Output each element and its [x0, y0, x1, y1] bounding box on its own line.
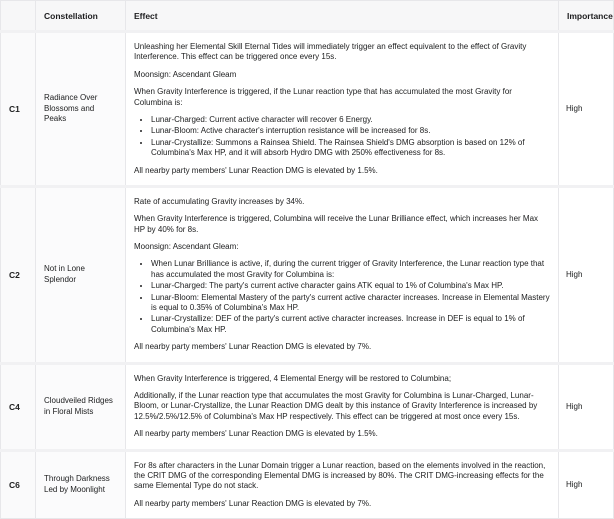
column-header-constellation: Constellation [36, 1, 126, 32]
constellation-name: Radiance Over Blossoms and Peaks [36, 32, 126, 187]
column-header-effect: Effect [126, 1, 559, 32]
effect-list-item: • Lunar-Bloom: Elemental Mastery of the party's current active character increases. Increase in Elemental Mastery is equal to 0.35% of Columbina's Max HP. [151, 293, 550, 314]
effect-paragraph: When Gravity Interference is triggered, if the Lunar reaction type that has accumulated the most Gravity for Columbina is: [134, 87, 512, 107]
effect-paragraph: All nearby party members' Lunar Reaction DMG is elevated by 7%. [134, 342, 372, 352]
constellation-effect [126, 186, 559, 363]
effect-list-item: • Lunar-Charged: The party's current active character gains ATK equal to 1% of Columbina's Max HP. [151, 281, 550, 291]
constellation-effect [126, 363, 559, 450]
importance-value: High [559, 450, 614, 519]
constellation-effect [126, 450, 559, 519]
constellation-name: Through Darkness Led by Moonlight [36, 450, 126, 519]
importance-value: High [559, 363, 614, 450]
effect-paragraph: When Gravity Interference is triggered, 4 Elemental Energy will be restored to Columbina; [134, 373, 452, 383]
effect-paragraph: Moonsign: Ascendant Gleam: [134, 242, 239, 252]
table-row-c4 [1, 363, 614, 450]
effect-paragraph: For 8s after characters in the Lunar Domain trigger a Lunar reaction, based on the elements involved in the reaction, the CRIT DMG of the corresponding Elemental DMG is increased by 80%. The CRIT DMG-increasing effects for the same Elemental Type do not stack. [134, 460, 546, 491]
effect-list-item: • When Lunar Brilliance is active, if, during the current trigger of Gravity Interference, the Lunar reaction type that has accumulated the most Gravity for Columbina is: [151, 259, 550, 280]
table-row-c6 [1, 450, 614, 519]
constellation-effect [126, 32, 559, 187]
effect-list-item: • Lunar-Charged: Current active character will recover 6 Energy. [151, 115, 550, 125]
effect-paragraph: All nearby party members' Lunar Reaction DMG is elevated by 7%. [134, 498, 372, 508]
effect-paragraph: When Gravity Interference is triggered, Columbina will receive the Lunar Brilliance effect, which increases her Max HP by 40% for 8s. [134, 214, 539, 234]
table-header-row [1, 1, 614, 32]
constellation-id: C2 [1, 186, 36, 363]
effect-paragraph: Moonsign: Ascendant Gleam [134, 69, 237, 79]
effect-paragraph: All nearby party members' Lunar Reaction DMG is elevated by 1.5%. [134, 429, 378, 439]
effect-list-item: • Lunar-Crystallize: DEF of the party's current active character increases. Increase in DEF is equal to 1% of Columbina's Max HP. [151, 314, 550, 335]
effect-paragraph: Rate of accumulating Gravity increases by 34%. [134, 196, 305, 206]
effect-paragraph: Unleashing her Elemental Skill Eternal Tides will immediately trigger an effect equivalent to the effect of Gravity Interference. This effect can be triggered once every 15s. [134, 42, 527, 62]
importance-value: High [559, 32, 614, 187]
importance-value: High [559, 186, 614, 363]
table-row-c2 [1, 186, 614, 363]
constellation-name: Cloudveiled Ridges in Floral Mists [36, 363, 126, 450]
effect-paragraph: Additionally, if the Lunar reaction type that accumulates the most Gravity for Columbina is Lunar-Charged, Lunar-Bloom, or Lunar-Crystallize, the Lunar Reaction DMG dealt by this instance of Gravity Interference is increased by 12.5%/2.5%/12.5% of Columbina's Max HP respectively. This effect can be triggered at most once every 15s. [134, 390, 538, 421]
constellation-id: C6 [1, 450, 36, 519]
effect-list [134, 115, 550, 159]
effect-list-item: • Lunar-Bloom: Active character's interruption resistance will be increased for 8s. [151, 126, 550, 136]
effect-list [134, 259, 550, 335]
constellation-id: C1 [1, 32, 36, 187]
column-header-id [1, 1, 36, 32]
constellation-id: C4 [1, 363, 36, 450]
column-header-importance: Importance [559, 1, 614, 32]
table-row-c1 [1, 32, 614, 187]
constellation-name: Not in Lone Splendor [36, 186, 126, 363]
effect-paragraph: All nearby party members' Lunar Reaction DMG is elevated by 1.5%. [134, 165, 378, 175]
table-header [1, 1, 614, 32]
effect-list-item: • Lunar-Crystallize: Summons a Rainsea Shield. The Rainsea Shield's DMG absorption is based on 12% of Columbina's Max HP, and it will absorb Hydro DMG with 250% effectiveness for 8s. [151, 138, 550, 159]
table-body [1, 32, 614, 519]
